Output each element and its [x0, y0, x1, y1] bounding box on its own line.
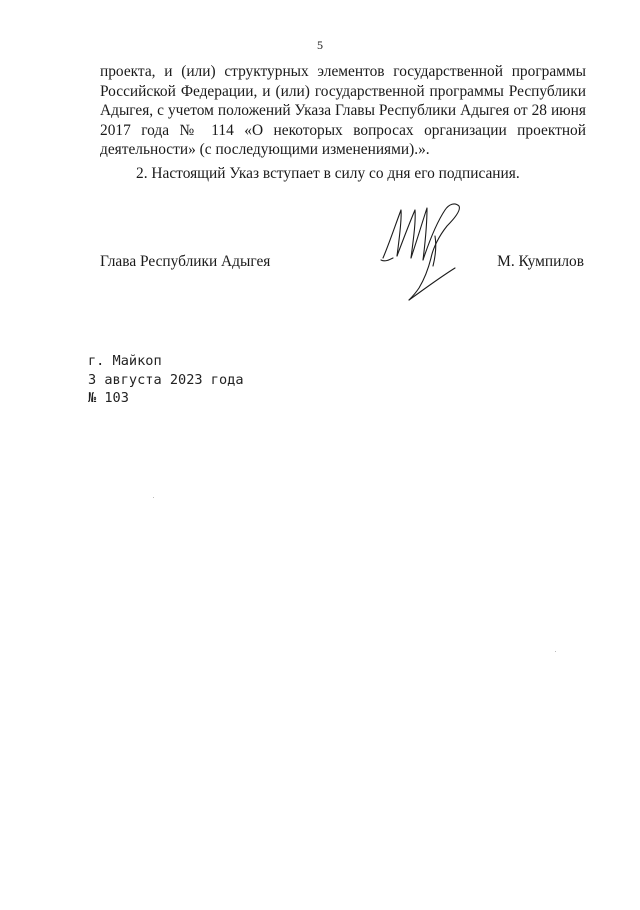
stamp-number: № 103 — [88, 390, 129, 406]
signer-name: М. Кумпилов — [497, 253, 584, 270]
paragraph-clause-2: 2. Настоящий Указ вступает в силу со дня его подписания. — [136, 165, 520, 182]
handwritten-signature — [375, 196, 475, 304]
stamp-city: г. Майкоп — [88, 353, 162, 369]
signer-title: Глава Республики Адыгея — [100, 253, 271, 270]
paragraph-continuation: проекта, и (или) структурных элементов государственной программы Российской Федерации, и (или) государственной программы Республики Адыгея, с учетом положений Указа Главы Республики Адыгея от 28 июня 2017 года № 114 «О некоторых вопросах организации проектной деятельности» (с последующими изменениями).». — [100, 63, 586, 158]
scan-speck — [153, 497, 154, 498]
stamp-date: 3 августа 2023 года — [88, 371, 244, 388]
document-body — [100, 62, 586, 160]
issuance-stamp — [88, 352, 244, 408]
signature-block — [100, 252, 586, 276]
scan-speck — [555, 651, 556, 652]
page-number: 5 — [317, 38, 323, 52]
